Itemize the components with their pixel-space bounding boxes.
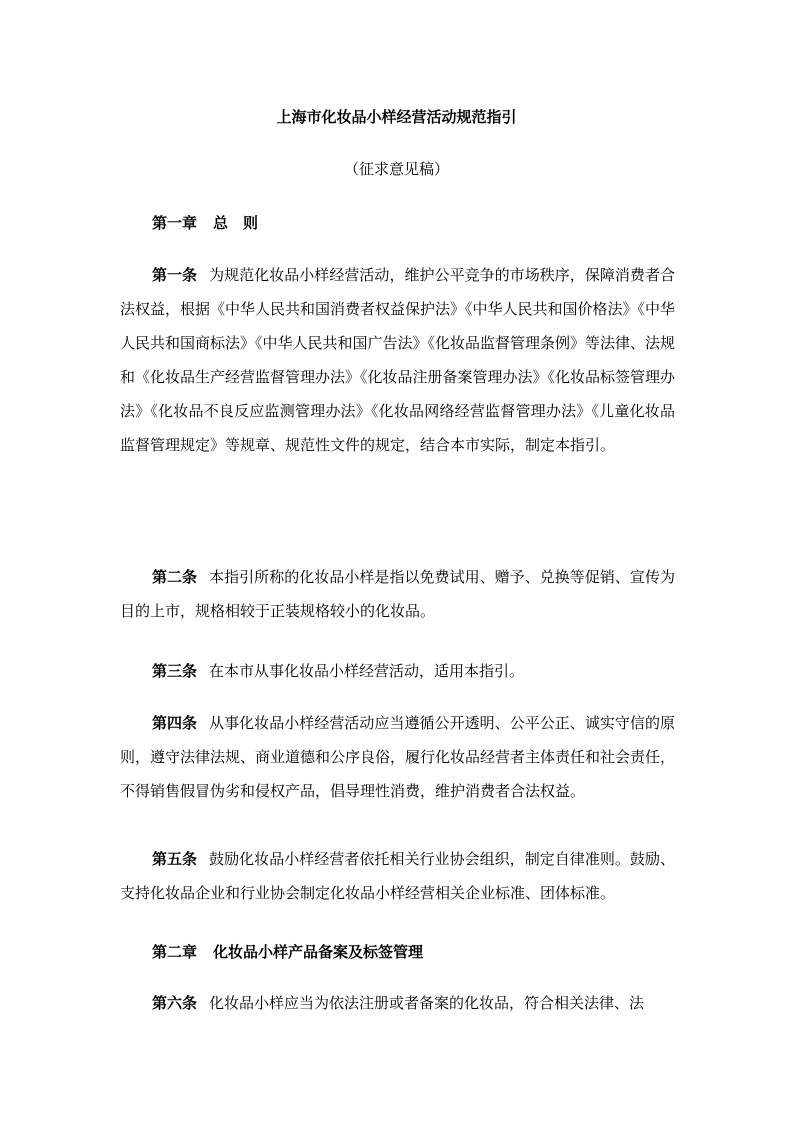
article-paragraph bbox=[120, 986, 675, 1020]
chapter-label: 第一章 bbox=[152, 214, 198, 232]
article-label: 第五条 bbox=[152, 850, 198, 868]
document-subtitle: （征求意见稿） bbox=[343, 160, 449, 178]
article-label: 第一条 bbox=[152, 266, 198, 284]
chapter-name: 化妆品小样产品备案及标签管理 bbox=[213, 943, 424, 961]
article-text: 鼓励化妆品小样经营者依托相关行业协会组织，制定自律准则。鼓励、支持化妆品企业和行业协会制定化妆品小样经营相关企业标准、团体标准。 bbox=[120, 850, 675, 902]
article-label: 第四条 bbox=[152, 714, 198, 732]
article-text: 本指引所称的化妆品小样是指以免费试用、赠予、兑换等促销、宣传为目的上市，规格相较于正装规格较小的化妆品。 bbox=[120, 568, 675, 620]
chapter-heading bbox=[152, 212, 258, 234]
article-text: 化妆品小样应当为依法注册或者备案的化妆品，符合相关法律、法 bbox=[209, 994, 645, 1012]
article-label: 第六条 bbox=[152, 994, 198, 1012]
article-paragraph bbox=[120, 560, 675, 628]
article-text: 在本市从事化妆品小样经营活动，适用本指引。 bbox=[209, 662, 525, 680]
document-title: 上海市化妆品小样经营活动规范指引 bbox=[276, 108, 517, 126]
article-paragraph bbox=[120, 258, 675, 462]
chapter-name: 总 则 bbox=[213, 214, 259, 232]
article-paragraph bbox=[120, 654, 675, 688]
article-paragraph bbox=[120, 842, 675, 910]
article-text: 从事化妆品小样经营活动应当遵循公开透明、公平公正、诚实守信的原则，遵守法律法规、商业道德和公序良俗，履行化妆品经营者主体责任和社会责任，不得销售假冒伪劣和侵权产品，倡导理性消费，维护消费者合法权益。 bbox=[120, 714, 676, 800]
chapter-label: 第二章 bbox=[152, 943, 198, 961]
article-text: 为规范化妆品小样经营活动，维护公平竞争的市场秩序，保障消费者合法权益，根据《中华人民共和国消费者权益保护法》《中华人民共和国价格法》《中华人民共和国商标法》《中华人民共和国广告法》《化妆品监督管理条例》等法律、法规和《化妆品生产经营监督管理办法》《化妆品注册备案管理办法》《化妆品标签管理办法》《化妆品不良反应监测管理办法》《化妆品网络经营监督管理办法》《儿童化妆品监督管理规定》等规章、规范性文件的规定，结合本市实际，制定本指引。 bbox=[120, 266, 676, 454]
article-label: 第三条 bbox=[152, 662, 198, 680]
article-paragraph bbox=[120, 706, 675, 808]
chapter-heading bbox=[152, 941, 423, 963]
article-label: 第二条 bbox=[152, 568, 198, 586]
